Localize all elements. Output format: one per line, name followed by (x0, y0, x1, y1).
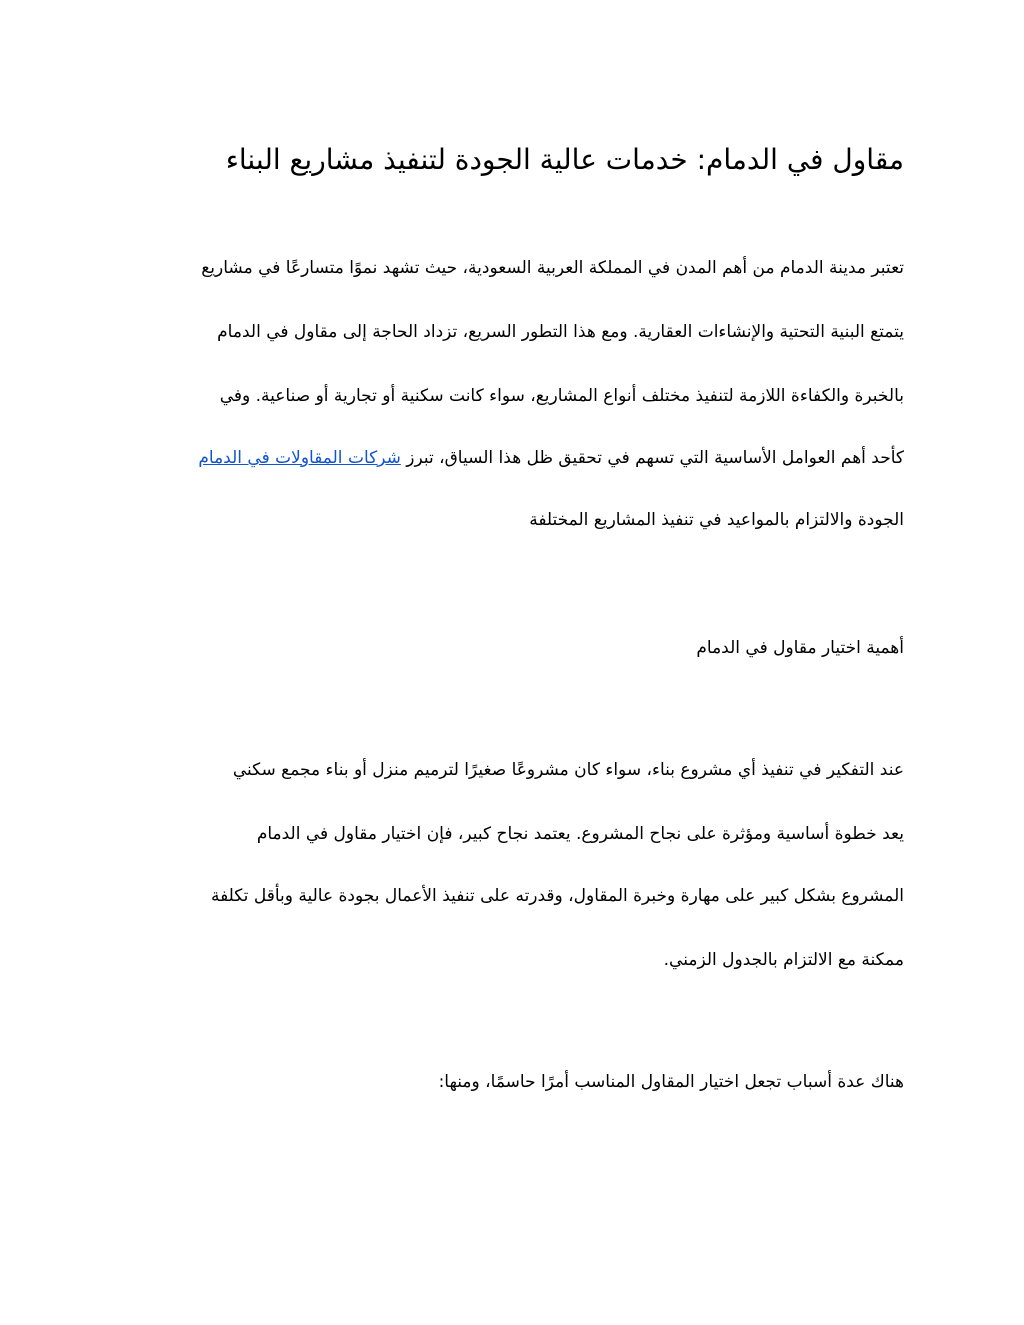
paragraph-1-line-4-text: كأحد أهم العوامل الأساسية التي تسهم في تحقيق ظل هذا السياق، تبرز (400, 448, 904, 468)
paragraph-1-line-1: تعتبر مدينة الدمام من أهم المدن في المملكة العربية السعودية، حيث تشهد نموًا متسارعًا في مشاريع (201, 258, 904, 278)
paragraph-2-line-2: يعد خطوة أساسية ومؤثرة على نجاح المشروع. يعتمد نجاح كبير، فإن اختيار مقاول في الدمام (256, 824, 904, 844)
contractors-dammam-link[interactable]: شركات المقاولات في الدمام (198, 448, 401, 468)
paragraph-1-line-3: بالخبرة والكفاءة اللازمة لتنفيذ مختلف أنواع المشاريع، سواء كانت سكنية أو تجارية أو صناعية. وفي (219, 386, 904, 406)
paragraph-2-line-3: المشروع بشكل كبير على مهارة وخبرة المقاول، وقدرته على تنفيذ الأعمال بجودة عالية وبأقل تكلفة (210, 886, 904, 906)
section-heading: أهمية اختيار مقاول في الدمام (696, 638, 904, 658)
paragraph-3-line-1: هناك عدة أسباب تجعل اختيار المقاول المناسب أمرًا حاسمًا، ومنها: (438, 1072, 904, 1092)
paragraph-1-line-2: يتمتع البنية التحتية والإنشاءات العقارية. ومع هذا التطور السريع، تزداد الحاجة إلى مقاول في الدمام (217, 322, 904, 342)
paragraph-2-line-1: عند التفكير في تنفيذ أي مشروع بناء، سواء كان مشروعًا صغيرًا لترميم منزل أو بناء مجمع سكني (232, 760, 904, 780)
paragraph-1-line-5: الجودة والالتزام بالمواعيد في تنفيذ المشاريع المختلفة (529, 510, 904, 530)
page-title: مقاول في الدمام: خدمات عالية الجودة لتنفيذ مشاريع البناء (225, 143, 904, 176)
paragraph-2-line-4: ممكنة مع الالتزام بالجدول الزمني. (663, 950, 904, 970)
paragraph-1-line-4 (120, 446, 904, 470)
